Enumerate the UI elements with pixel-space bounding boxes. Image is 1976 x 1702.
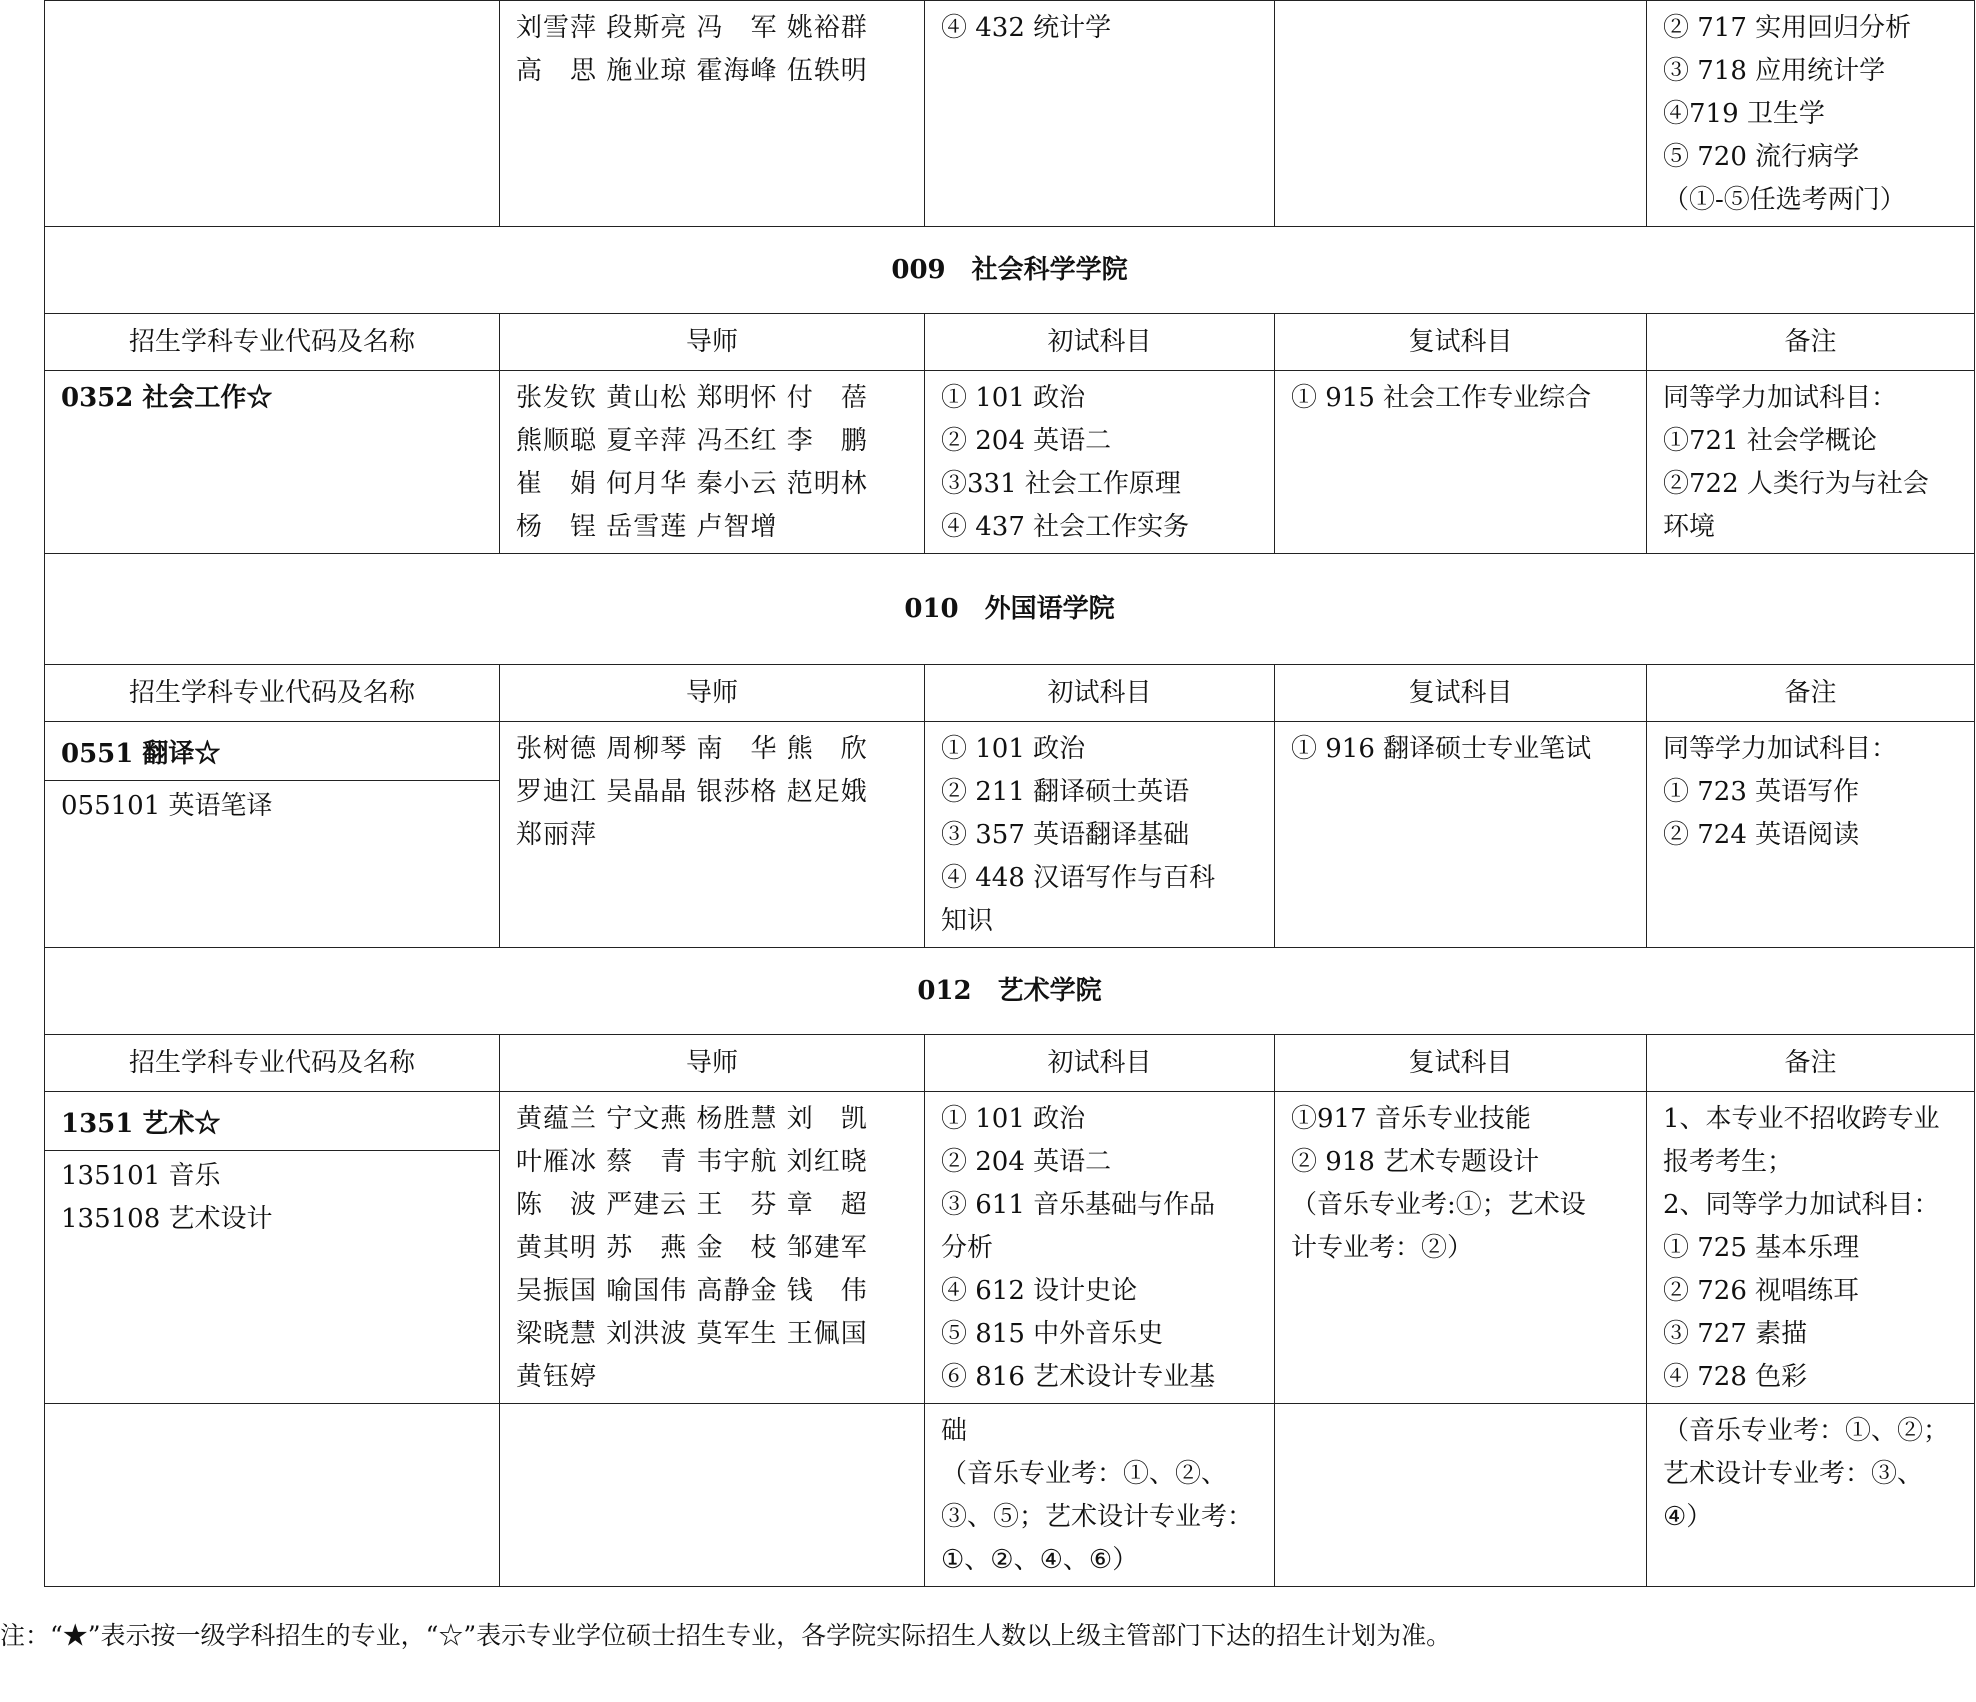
tutor-line: 张发钦 黄山松 郑明怀 付 蓓 [516, 383, 868, 413]
section-title: 010 外国语学院 [45, 554, 1975, 665]
retest-cell [1275, 1404, 1647, 1587]
header-major: 招生学科专业代码及名称 [45, 1035, 500, 1092]
retest-cell [1275, 371, 1647, 554]
table-row [45, 1, 1975, 227]
remark-line: 环境 [1663, 512, 1716, 542]
remark-line: ② 724 英语阅读 [1663, 820, 1860, 850]
exam-line: ⑤ 815 中外音乐史 [941, 1319, 1164, 1349]
remark-line: ⑤ 720 流行病学 [1663, 142, 1860, 172]
header-remark: 备注 [1647, 1035, 1975, 1092]
exam-line: ③ 357 英语翻译基础 [941, 820, 1190, 850]
remark-line: ②722 人类行为与社会 [1663, 469, 1929, 499]
retest-cell [1275, 1, 1647, 227]
header-row [45, 314, 1975, 371]
exam-line: 分析 [941, 1233, 994, 1263]
exam-line: ④ 432 统计学 [941, 13, 1112, 43]
remark-line: （音乐专业考：①、②； [1663, 1416, 1950, 1446]
exam-cell [925, 722, 1275, 948]
exam-line: ② 204 英语二 [941, 426, 1112, 456]
retest-line: 计专业考：②） [1291, 1233, 1474, 1263]
header-exam: 初试科目 [925, 314, 1275, 371]
section-row [45, 227, 1975, 314]
tutor-line: 郑丽萍 [516, 820, 598, 850]
exam-cell [925, 1404, 1275, 1587]
header-major: 招生学科专业代码及名称 [45, 314, 500, 371]
exam-line: ①、②、④、⑥） [941, 1545, 1139, 1575]
section-row [45, 948, 1975, 1035]
exam-line: ② 204 英语二 [941, 1147, 1112, 1177]
header-tutor: 导师 [500, 1035, 925, 1092]
header-retest: 复试科目 [1275, 665, 1647, 722]
exam-line: ① 101 政治 [941, 1104, 1086, 1134]
remark-line: ③ 718 应用统计学 [1663, 56, 1886, 86]
retest-line: ①917 音乐专业技能 [1291, 1104, 1531, 1134]
tutor-line: 张树德 周柳琴 南 华 熊 欣 [516, 734, 868, 764]
tutor-line: 黄其明 苏 燕 金 枝 邹建军 [516, 1233, 868, 1263]
table-row [45, 1092, 1975, 1404]
remark-line: （①-⑤任选考两门） [1663, 185, 1906, 215]
header-row [45, 1035, 1975, 1092]
retest-line: ① 915 社会工作专业综合 [1291, 383, 1592, 413]
remark-line: ①721 社会学概论 [1663, 426, 1877, 456]
exam-line: ④ 612 设计史论 [941, 1276, 1138, 1306]
exam-line: ⑥ 816 艺术设计专业基 [941, 1362, 1216, 1392]
sub-majors [45, 781, 499, 832]
sub-major: 055101 英语笔译 [61, 791, 273, 821]
remark-line: ② 726 视唱练耳 [1663, 1276, 1860, 1306]
major-cell [45, 722, 500, 948]
remark-line: ④） [1663, 1502, 1713, 1532]
tutor-line: 陈 波 严建云 王 芬 章 超 [516, 1190, 868, 1220]
header-exam: 初试科目 [925, 665, 1275, 722]
retest-cell [1275, 722, 1647, 948]
table-row [45, 371, 1975, 554]
tutor-line: 黄钰婷 [516, 1362, 598, 1392]
remark-line: ④719 卫生学 [1663, 99, 1825, 129]
tutor-line: 叶雁冰 蔡 青 韦宇航 刘红晓 [516, 1147, 868, 1177]
header-tutor: 导师 [500, 314, 925, 371]
major-cell [45, 1092, 500, 1404]
major-cell [45, 1404, 500, 1587]
remark-cell [1647, 1404, 1975, 1587]
header-row [45, 665, 1975, 722]
header-remark: 备注 [1647, 314, 1975, 371]
exam-line: ① 101 政治 [941, 734, 1086, 764]
tutor-line: 黄蕴兰 宁文燕 杨胜慧 刘 凯 [516, 1104, 868, 1134]
exam-line: ④ 448 汉语写作与百科 [941, 863, 1216, 893]
sub-major: 135108 艺术设计 [61, 1204, 273, 1234]
remark-cell [1647, 1092, 1975, 1404]
tutor-cell [500, 1092, 925, 1404]
table-row [45, 722, 1975, 948]
exam-line: ① 101 政治 [941, 383, 1086, 413]
major-cell [45, 371, 500, 554]
remark-line: 2、同等学力加试科目： [1663, 1190, 1940, 1220]
tutor-line: 崔 娟 何月华 秦小云 范明林 [516, 469, 868, 499]
header-tutor: 导师 [500, 665, 925, 722]
remark-cell [1647, 1, 1975, 227]
header-exam: 初试科目 [925, 1035, 1275, 1092]
retest-cell [1275, 1092, 1647, 1404]
exam-line: ③331 社会工作原理 [941, 469, 1181, 499]
remark-cell [1647, 722, 1975, 948]
major-name: 0551 翻译☆ [45, 722, 499, 781]
remark-line: ③ 727 素描 [1663, 1319, 1808, 1349]
remark-line: 艺术设计专业考：③、 [1663, 1459, 1924, 1489]
remark-line: 同等学力加试科目： [1663, 383, 1898, 413]
table-row [45, 1404, 1975, 1587]
exam-cell [925, 1, 1275, 227]
header-major: 招生学科专业代码及名称 [45, 665, 500, 722]
tutor-line: 吴振国 喻国伟 高静金 钱 伟 [516, 1276, 868, 1306]
remark-line: ② 717 实用回归分析 [1663, 13, 1912, 43]
footnote: 注：“★”表示按一级学科招生的专业，“☆”表示专业学位硕士招生专业，各学院实际招生人数以上级主管部门下达的招生计划为准。 [0, 1621, 1452, 1650]
header-retest: 复试科目 [1275, 314, 1647, 371]
retest-line: ② 918 艺术专题设计 [1291, 1147, 1540, 1177]
exam-cell [925, 371, 1275, 554]
exam-cell [925, 1092, 1275, 1404]
major-cell [45, 1, 500, 227]
tutor-line: 罗迪江 吴晶晶 银莎格 赵足娥 [516, 777, 868, 807]
header-retest: 复试科目 [1275, 1035, 1647, 1092]
remark-line: 1、本专业不招收跨专业 [1663, 1104, 1940, 1134]
tutor-line: 刘雪萍 段斯亮 冯 军 姚裕群 [516, 13, 868, 43]
section-title: 009 社会科学学院 [45, 227, 1975, 314]
section-row [45, 554, 1975, 665]
tutor-line: 熊顺聪 夏辛萍 冯丕红 李 鹏 [516, 426, 868, 456]
admissions-table [44, 0, 1975, 1587]
retest-line: ① 916 翻译硕士专业笔试 [1291, 734, 1592, 764]
tutor-line: 梁晓慧 刘洪波 莫军生 王佩国 [516, 1319, 868, 1349]
tutor-line: 杨 锃 岳雪莲 卢智增 [516, 512, 778, 542]
sub-majors [45, 1151, 499, 1245]
remark-line: ① 725 基本乐理 [1663, 1233, 1860, 1263]
remark-line: 报考考生； [1663, 1147, 1794, 1177]
retest-line: （音乐专业考:①；艺术设 [1291, 1190, 1586, 1220]
remark-line: ① 723 英语写作 [1663, 777, 1860, 807]
exam-line: ③、⑤；艺术设计专业考： [941, 1502, 1254, 1532]
major-name: 0352 社会工作☆ [61, 383, 273, 413]
tutor-cell [500, 722, 925, 948]
exam-line: （音乐专业考：①、②、 [941, 1459, 1228, 1489]
sub-major: 135101 音乐 [61, 1161, 221, 1191]
tutor-line: 高 思 施业琼 霍海峰 伍轶明 [516, 56, 868, 86]
exam-line: ③ 611 音乐基础与作品 [941, 1190, 1216, 1220]
exam-line: ④ 437 社会工作实务 [941, 512, 1190, 542]
exam-line: 知识 [941, 906, 994, 936]
tutor-cell [500, 1404, 925, 1587]
section-title: 012 艺术学院 [45, 948, 1975, 1035]
tutor-cell [500, 1, 925, 227]
remark-line: 同等学力加试科目： [1663, 734, 1898, 764]
remark-cell [1647, 371, 1975, 554]
exam-line: 础 [941, 1416, 968, 1446]
exam-line: ② 211 翻译硕士英语 [941, 777, 1190, 807]
header-remark: 备注 [1647, 665, 1975, 722]
major-name: 1351 艺术☆ [45, 1092, 499, 1151]
tutor-cell [500, 371, 925, 554]
remark-line: ④ 728 色彩 [1663, 1362, 1808, 1392]
